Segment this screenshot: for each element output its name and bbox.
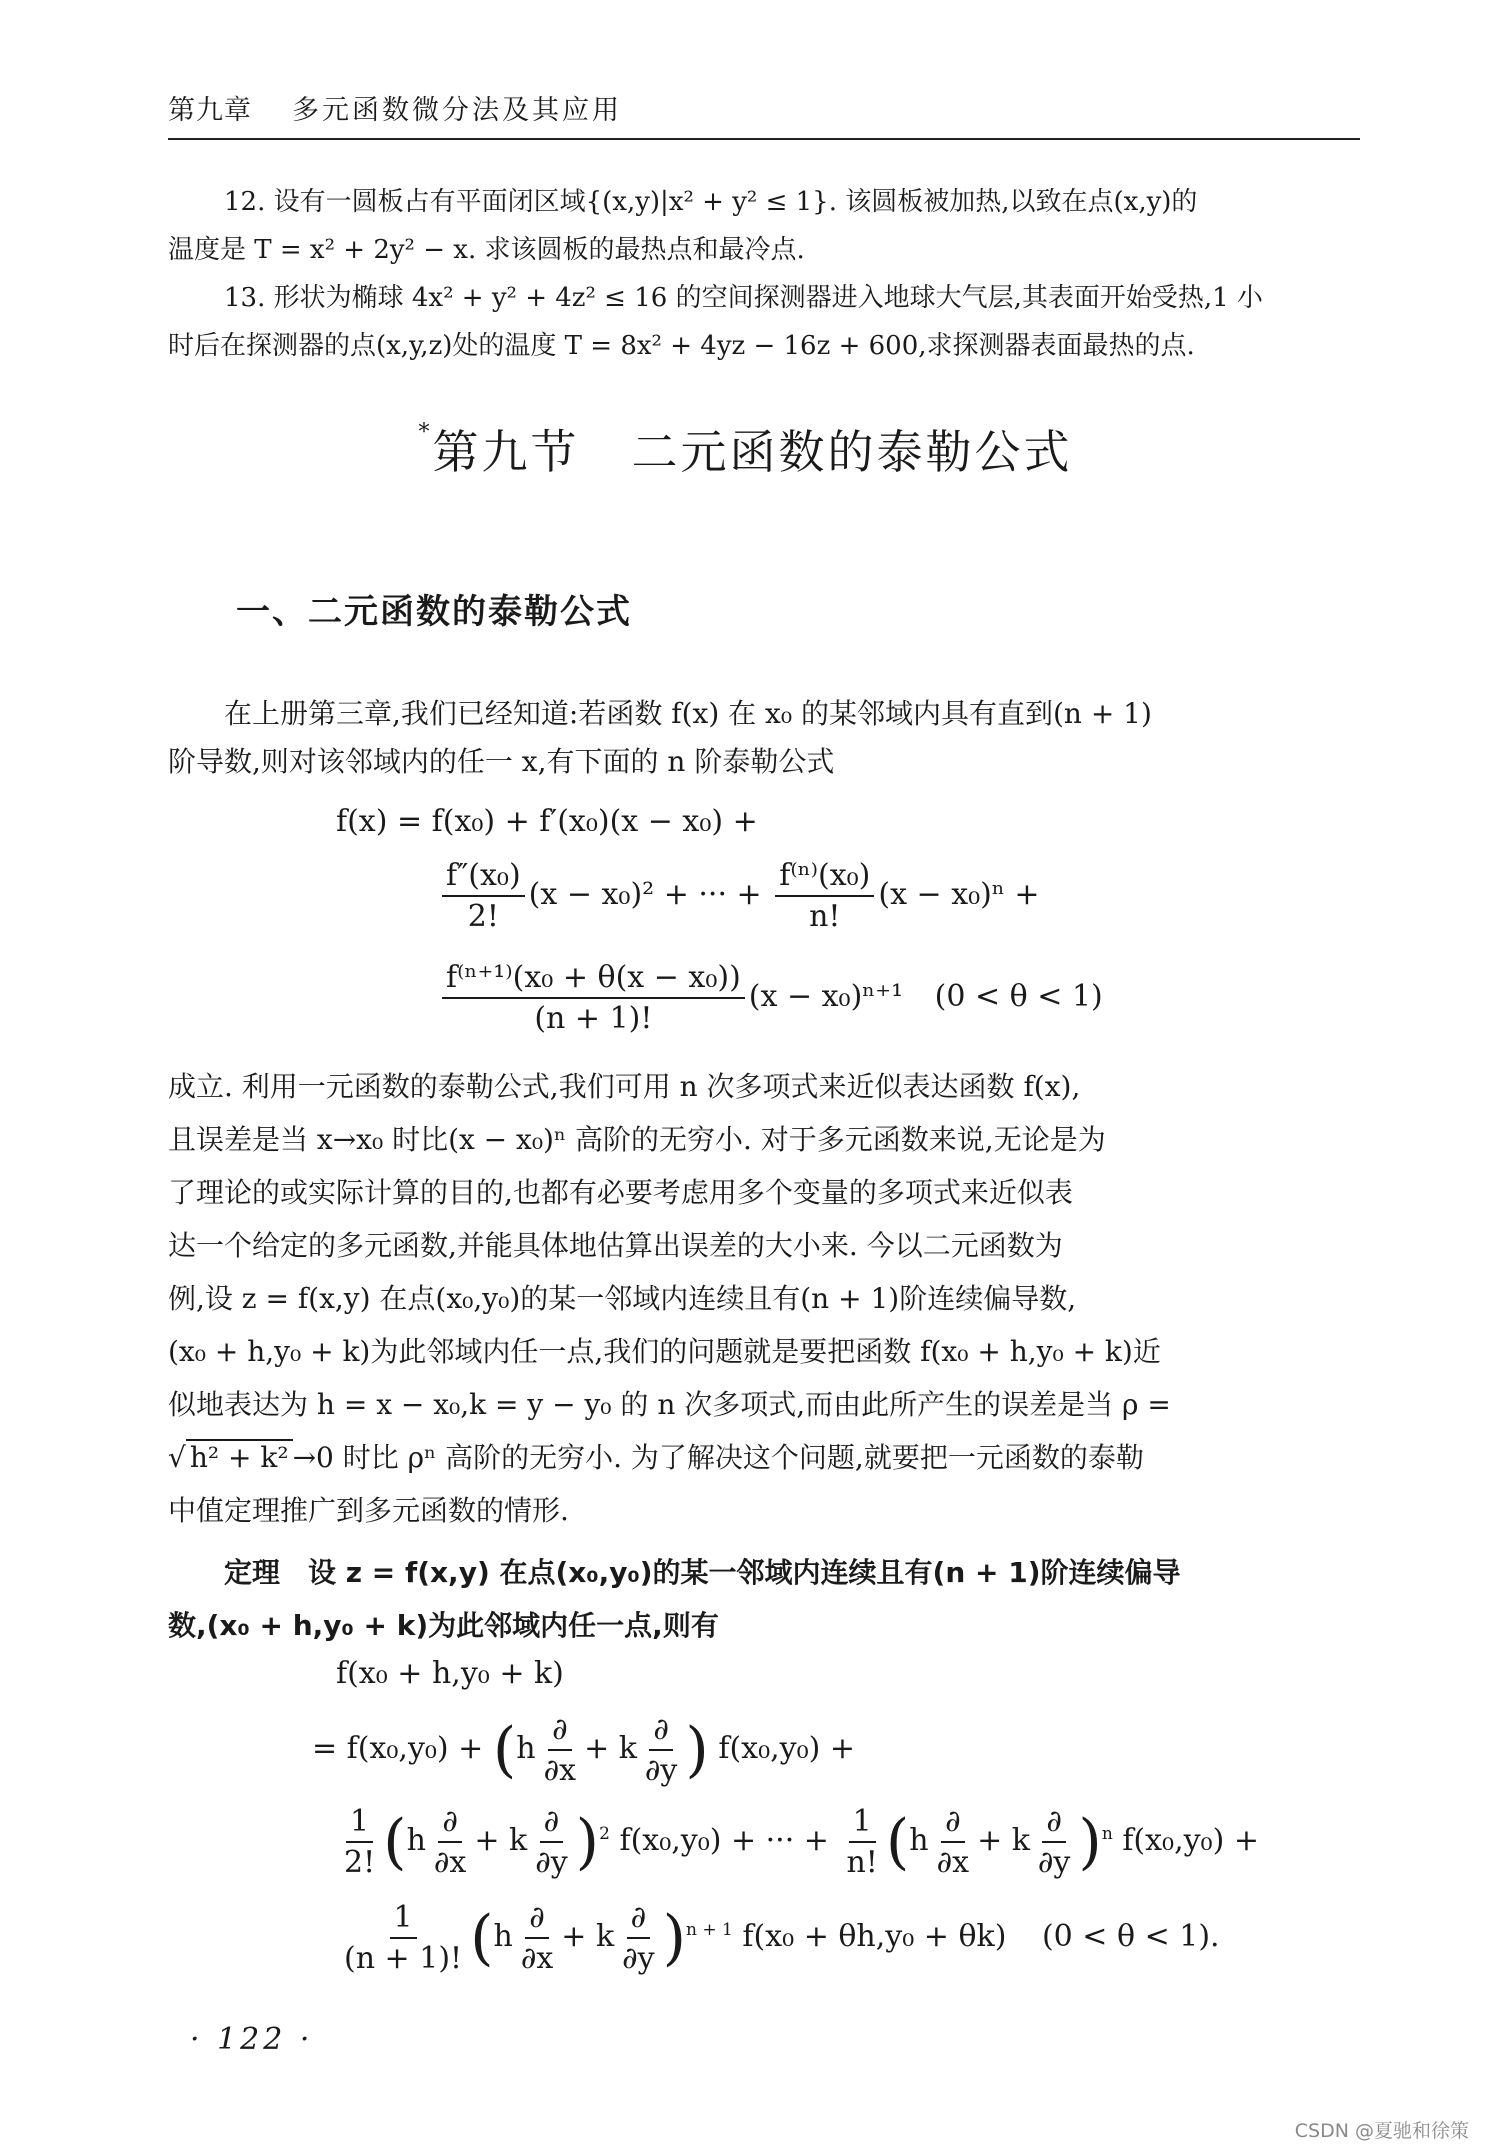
nth-term-tail: f(x₀,y₀) + bbox=[1122, 1823, 1259, 1858]
body-paragraph bbox=[168, 1060, 1360, 1537]
exercise-13-line-2: 时后在探测器的点(x,y,z)处的温度 T = 8x² + 4yz − 16z + 600,求探测器表面最热的点. bbox=[168, 331, 1195, 361]
page-number: · 122 · bbox=[190, 2022, 314, 2057]
partial-x-operator: $\frac{\partial}{\partial x}$ bbox=[543, 1712, 577, 1788]
exercise-12-line-1: 12. 设有一圆板占有平面闭区域{(x,y)|x² + y² ≤ 1}. 该圆板被加热,以致在点(x,y)的 bbox=[224, 187, 1198, 217]
body-line-2: 且误差是当 x→x₀ 时比(x − x₀)ⁿ 高阶的无穷小. 对于多元函数来说,无论是为 bbox=[168, 1123, 1106, 1156]
body-line-8-rest: →0 时比 ρⁿ 高阶的无穷小. 为了解决这个问题,就要把一元函数的泰勒 bbox=[292, 1441, 1144, 1474]
power-n-plus-1: n + 1 bbox=[686, 1920, 733, 1940]
power-n: n bbox=[1101, 1824, 1113, 1844]
exercise-13-line-1: 13. 形状为椭球 4x² + y² + 4z² ≤ 16 的空间探测器进入地球大气层,其表面开始受热,1 小 bbox=[224, 283, 1263, 313]
fraction-denominator: (n + 1)! bbox=[534, 1001, 653, 1036]
body-line-4: 达一个给定的多元函数,并能具体地估算出误差的大小来. 今以二元函数为 bbox=[168, 1229, 1063, 1262]
nth-order-fraction bbox=[775, 858, 874, 934]
first-term-head: = f(x₀,y₀) + bbox=[312, 1731, 484, 1766]
theorem-formula-line-1: = f(x₀,y₀) + (h $\frac{\partial}{\partial x}$ + k $\frac{\partial}{\partial y}$ ) f(x₀,y₀) + bbox=[312, 1712, 855, 1788]
theorem-formula-remainder: $\frac{1}{(n + 1)!}$ (h $\frac{\partial}{\partial x}$ + k $\frac{\partial}{\partial y}$ )$^{n + 1}$ f(x₀ + θh,y₀ + θk) (0 < θ < 1). bbox=[336, 1900, 1220, 1976]
sqrt-radicand: h² + k² bbox=[186, 1439, 293, 1474]
partial-x-operator: $\frac{\partial}{\partial x}$ bbox=[936, 1804, 970, 1880]
one-over-n-plus-1-factorial: $\frac{1}{(n + 1)!}$ bbox=[344, 1900, 463, 1976]
theorem-line-1: 设 z = f(x,y) 在点(x₀,y₀)的某一邻域内连续且有(n + 1)阶连续偏导 bbox=[308, 1556, 1181, 1589]
remainder-tail: (x − x₀)ⁿ⁺¹ bbox=[748, 979, 904, 1014]
fraction-denominator: 2! bbox=[467, 899, 499, 934]
partial-y-operator: $\frac{\partial}{\partial y}$ bbox=[1037, 1804, 1071, 1880]
power-2: 2 bbox=[599, 1824, 610, 1844]
nth-order-tail: (x − x₀)ⁿ + bbox=[878, 877, 1040, 912]
intro-paragraph bbox=[168, 690, 1360, 786]
theorem-label: 定理 bbox=[224, 1556, 281, 1589]
exercise-13 bbox=[168, 274, 1360, 370]
watermark: CSDN @夏驰和徐策 bbox=[1294, 2120, 1469, 2142]
theta-condition: (0 < θ < 1) bbox=[934, 979, 1103, 1014]
exercise-12 bbox=[168, 178, 1360, 274]
one-over-n-factorial: $\frac{1}{n!}$ bbox=[846, 1804, 878, 1880]
theorem-statement bbox=[168, 1546, 1360, 1652]
second-order-tail: (x − x₀)² + ··· + bbox=[528, 877, 762, 912]
taylor-formula-line-1: f(x) = f(x₀) + f′(x₀)(x − x₀) + bbox=[336, 804, 758, 839]
intro-line-2: 阶导数,则对该邻域内的任一 x,有下面的 n 阶泰勒公式 bbox=[168, 745, 835, 778]
theorem-line-2: 数,(x₀ + h,y₀ + k)为此邻域内任一点,则有 bbox=[168, 1609, 719, 1642]
partial-y-operator: $\frac{\partial}{\partial y}$ bbox=[644, 1712, 678, 1788]
section-number: 第九节 bbox=[432, 425, 580, 479]
fraction-denominator: n! bbox=[809, 899, 841, 934]
body-line-5: 例,设 z = f(x,y) 在点(x₀,y₀)的某一邻域内连续且有(n + 1)阶连续偏导数, bbox=[168, 1282, 1077, 1315]
taylor-formula-remainder bbox=[438, 960, 1103, 1036]
body-line-3: 了理论的或实际计算的目的,也都有必要考虑用多个变量的多项式来近似表 bbox=[168, 1176, 1073, 1209]
intro-line-1: 在上册第三章,我们已经知道:若函数 f(x) 在 x₀ 的某邻域内具有直到(n + 1) bbox=[224, 697, 1152, 730]
fraction-numerator: f⁽ⁿ⁾(x₀) bbox=[775, 858, 874, 897]
body-line-1: 成立. 利用一元函数的泰勒公式,我们可用 n 次多项式来近似表达函数 f(x), bbox=[168, 1070, 1081, 1103]
body-line-9: 中值定理推广到多元函数的情形. bbox=[168, 1494, 569, 1527]
chapter-title: 多元函数微分法及其应用 bbox=[292, 95, 622, 126]
remainder-term: f(x₀ + θh,y₀ + θk) bbox=[742, 1919, 1007, 1954]
body-line-6: (x₀ + h,y₀ + k)为此邻域内任一点,我们的问题就是要把函数 f(x₀ + h,y₀ + k)近 bbox=[168, 1335, 1161, 1368]
taylor-formula-line-2 bbox=[438, 858, 1040, 934]
first-term-tail: f(x₀,y₀) + bbox=[718, 1731, 855, 1766]
second-term-middle: f(x₀,y₀) + ··· + bbox=[619, 1823, 829, 1858]
fraction-numerator: f″(x₀) bbox=[442, 858, 525, 897]
exercise-12-line-2: 温度是 T = x² + 2y² − x. 求该圆板的最热点和最冷点. bbox=[168, 235, 805, 265]
one-over-2-factorial: $\frac{1}{2!}$ bbox=[344, 1804, 376, 1880]
partial-y-operator: $\frac{\partial}{\partial y}$ bbox=[535, 1804, 568, 1880]
optional-section-star: * bbox=[418, 420, 433, 445]
section-name: 二元函数的泰勒公式 bbox=[631, 425, 1073, 479]
subsection-title: 一、二元函数的泰勒公式 bbox=[236, 592, 632, 632]
chapter-label: 第九章 bbox=[168, 95, 252, 126]
body-line-8: √ h² + k² →0 时比 ρⁿ 高阶的无穷小. 为了解决这个问题,就要把一元函数的泰勒 bbox=[168, 1441, 1144, 1474]
fraction-numerator: f⁽ⁿ⁺¹⁾(x₀ + θ(x − x₀)) bbox=[442, 960, 745, 999]
remainder-fraction bbox=[442, 960, 745, 1036]
theorem-formula-lhs: f(x₀ + h,y₀ + k) bbox=[336, 1656, 564, 1691]
second-order-fraction bbox=[442, 858, 525, 934]
body-line-7: 似地表达为 h = x − x₀,k = y − y₀ 的 n 次多项式,而由此所产生的误差是当 ρ = bbox=[168, 1388, 1171, 1421]
theorem-formula-line-2: $\frac{1}{2!}$ (h $\frac{\partial}{\partial x}$ + k $\frac{\partial}{\partial y}$ )$^2$ f(x₀,y₀) + ··· + $\frac{1}{n!}$ (h $\frac{\partial}{\partial x}$ + k $\frac{\partial}{\partial y}$ )$^n$ f(x₀,y₀) + bbox=[336, 1804, 1259, 1880]
running-header bbox=[168, 88, 1360, 140]
partial-x-operator: $\frac{\partial}{\partial x}$ bbox=[433, 1804, 467, 1880]
partial-y-operator: $\frac{\partial}{\partial y}$ bbox=[622, 1900, 655, 1976]
section-title bbox=[0, 416, 1491, 482]
theta-condition: (0 < θ < 1). bbox=[1041, 1919, 1220, 1954]
partial-x-operator: $\frac{\partial}{\partial x}$ bbox=[520, 1900, 554, 1976]
